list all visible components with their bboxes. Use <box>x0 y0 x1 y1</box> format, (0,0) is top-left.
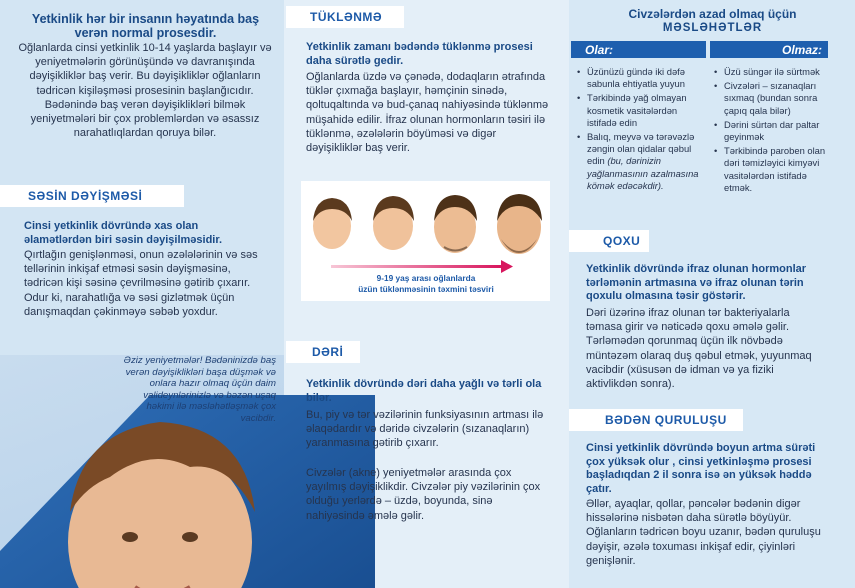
skin-section-header: DƏRİ <box>286 341 360 363</box>
faces-caption-line1: 9-19 yaş arası oğlanlarda <box>376 273 476 283</box>
do-list <box>577 66 705 194</box>
odor-text: Dəri üzərinə ifraz olunan tər bakteriyalarla təmasa girir və nəticədə qoxu əmələ gəlir. Tərləmədən qorunmaq üçün ilk növbədə müntəzəm olaraq duş qəbul etmək, yuyunmaq vacibdir (xüsusən də idman və ya fiziki aktivlikdən sonra). <box>586 307 812 391</box>
face-stage-2 <box>373 196 414 250</box>
body-build-lead: Cinsi yetkinlik dövründə boyun artma sürəti çox yüksək olur , cinsi yetkinləşmə prosesi başladıqdan 2 il sonra isə ən yüksək həddə çatır. <box>586 442 816 495</box>
acne-tips-title-line1: Civzələrdən azad olmaq üçün <box>628 7 797 21</box>
intro-text: Oğlanlarda cinsi yetkinlik 10-14 yaşlarda başlayır və yeniyetmələrin görünüşündə və davranışında dəyişikliklər baş verir. Bu dəyişikliklər oğlanların tədricən kişiləşməsi prosesinin başlanğıcıdır. Bədənində baş verən dəyişiklikləri bilmək yeniyetmələri bir çox problemlərdən və əsassız narahatlıqlardan qoruya bilər. <box>18 42 272 140</box>
skin-text-1: Bu, piy və tər vəzilərinin funksiyasının artması ilə əlaqədardır və dəridə civzələrin (sızanaqların) yaranmasına gətirib çıxarır. <box>306 409 544 450</box>
face-stage-4 <box>497 194 542 254</box>
face-stage-1 <box>313 198 352 249</box>
skin-text-2: Civzələr (akne) yeniyetmələr arasında çox yayılmış dəyişiklikdir. Civzələr piy vəzilərinin çox olduğu yerlərdə – üzdə, boyunda, sinə nahiyəsində əmələ gəlir. <box>306 467 541 522</box>
voice-text: Qırtlağın genişlənməsi, onun əzələlərinin və səs tellərinin inkişaf etməsi səsin dəyişməsinə, tədricən kişi səsinə çevrilməsinə gətirib çıxarır. Odur ki, narahatlığa və səsi gizlətmək üçün danışmaqdan çəkinməyə səbəb yoxdur. <box>24 249 258 318</box>
acne-tips-title <box>595 7 830 35</box>
faces-caption-line2: üzün tüklənməsinin təxmini təsviri <box>358 284 494 294</box>
odor-lead: Yetkinlik dövründə ifraz olunan hormonlar tərləmənin artmasına və ifraz olunan tərin qoxulu olmasına təsir göstərir. <box>586 263 807 302</box>
list-item: • Üzü süngər ilə sürtmək <box>714 66 832 78</box>
acne-tips-title-line2: MƏSLƏHƏTLƏR <box>662 22 763 34</box>
list-item: • Tərkibində paroben olan dəri təmizləyici kimyəvi vasitələrdən istifadə etmək. <box>714 145 832 194</box>
list-item: • Civzələri – sızanaqları sıxmaq (bundan sonra çapıq qala bilər) <box>714 80 832 117</box>
body-build-section-header: BƏDƏN QURULUŞU <box>569 409 743 431</box>
dont-list <box>714 66 832 196</box>
voice-lead: Cinsi yetkinlik dövründə xas olan əlamətlərdən biri səsin dəyişilməsidir. <box>24 220 223 246</box>
progression-arrow-head <box>501 260 513 273</box>
skin-lead: Yetkinlik dövründə dəri daha yağlı və tərli ola bilər. <box>306 378 542 404</box>
list-item <box>577 131 705 192</box>
list-item-text: Balıq, meyvə və tərəvəzlə zəngin olan qidalar qəbul edin <box>587 131 695 167</box>
progression-arrow-line <box>331 265 501 268</box>
faces-caption <box>341 273 511 295</box>
intro-title: Yetkinlik hər bir insanın həyatında baş verən normal prosesdir. <box>31 12 260 40</box>
face-hair-growth-illustration <box>301 181 550 301</box>
hair-growth-text: Oğlanlarda üzdə və çənədə, dodaqların ətrafında tüklər çıxmağa başlayır, həmçinin sinədə, qoltuqaltında və bud-çanaq nahiyəsində tüklənmə müşahidə edilir. İfraz olunan hormonların təsiri ilə tüklənmə, əzələlərin böyüməsi və digər dəyişikliklər baş verir. <box>306 71 549 155</box>
list-item: • Dərini sürtən dar paltar geyinmək <box>714 119 832 143</box>
dont-label-bar: Olmaz: <box>710 41 828 58</box>
hair-growth-lead: Yetkinlik zamanı bədəndə tüklənmə prosesi daha sürətlə gedir. <box>306 41 533 67</box>
odor-section-header: QOXU <box>569 230 649 252</box>
body-build-text: Əllər, ayaqlar, qollar, pəncələr bədənin digər hissələrinə nisbətən daha sürətlə böyüyür. Oğlanların tədricən boyu uzanır, bədən quruluşu dəyişir, əzələ toxuması inkişaf edir, çiyinləri genişlənir. <box>586 498 821 567</box>
list-item: • Üzünüzü gündə iki dəfə sabunla ehtiyatla yuyun <box>577 66 705 90</box>
parent-advice-quote: Əziz yeniyetmələr! Bədəninizdə baş verən dəyişiklikləri başa düşmək və onlara hazır olmaq üçün daim valideynlərinizlə və bəzən uşaq həkimi ilə məsləhətləşmək çox vacibdir. <box>123 355 276 424</box>
face-stage-3 <box>434 195 477 253</box>
list-item-note: (bu, dərinizin yağlanmasının azalmasına kömək edəcəkdir). <box>587 155 699 191</box>
voice-section-header: SƏSİN DƏYİŞMƏSİ <box>0 185 184 207</box>
do-label-bar: Olar: <box>571 41 706 58</box>
list-item: • Tərkibində yağ olmayan kosmetik vasitələrdən istifadə edin <box>577 92 705 129</box>
hair-growth-section-header: TÜKLƏNMƏ <box>286 6 404 28</box>
